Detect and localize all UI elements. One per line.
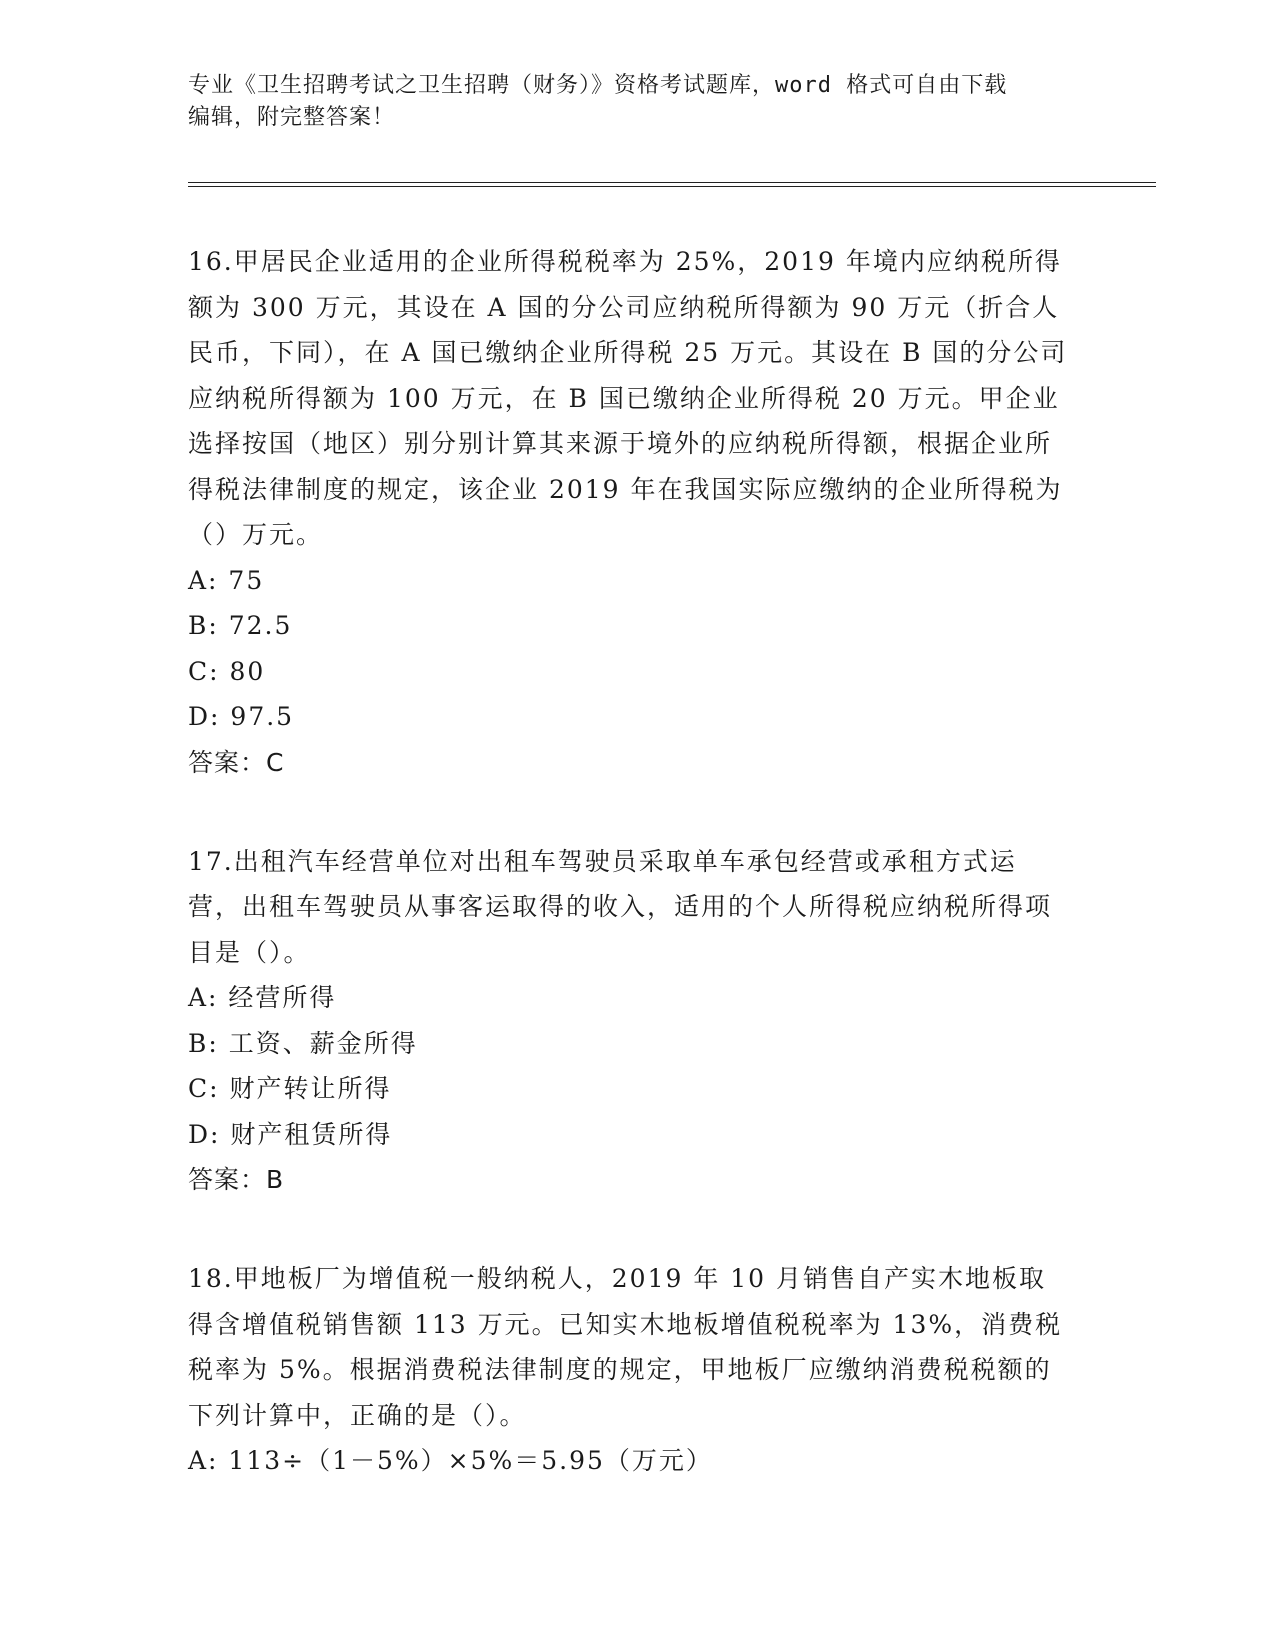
question-stem: 18.甲地板厂为增值税一般纳税人，2019 年 10 月销售自产实木地板取得含增值税销售额 113 万元。已知实木地板增值税税率为 13%，消费税税率为 5%。根据消费税法律制度的规定，甲地板厂应缴纳消费税税额的下列计算中，正确的是（）。 — [188, 1264, 1063, 1430]
header-divider — [188, 182, 1156, 187]
question-18 — [188, 1256, 1148, 1484]
option-b: B: 72.5 — [188, 611, 293, 640]
document-header — [188, 70, 1088, 134]
option-a: A: 113÷（1－5%）×5%＝5.95（万元） — [188, 1446, 713, 1475]
option-a: A: 经营所得 — [188, 983, 337, 1012]
question-17 — [188, 839, 1148, 1203]
header-line-1: 专业《卫生招聘考试之卫生招聘（财务）》资格考试题库，word 格式可自由下载 — [188, 73, 1008, 98]
option-c: C: 财产转让所得 — [188, 1074, 392, 1103]
option-b: B: 工资、薪金所得 — [188, 1028, 418, 1058]
option-c: C: 80 — [188, 656, 266, 686]
option-d: D: 97.5 — [188, 702, 295, 731]
answer-label: 答案：C — [188, 747, 285, 777]
document-page — [188, 70, 1148, 1484]
header-line-2: 编辑，附完整答案！ — [188, 105, 396, 130]
option-d: D: 财产租赁所得 — [188, 1119, 393, 1149]
question-stem: 16.甲居民企业适用的企业所得税税率为 25%，2019 年境内应纳税所得额为 300 万元，其设在 A 国的分公司应纳税所得额为 90 万元（折合人民币，下同），在 A 国已缴纳企业所得税 25 万元。其设在 B 国的分公司应纳税所得额为 100 万元，在 B 国已缴纳企业所得税 20 万元。甲企业选择按国（地区）别分别计算其来源于境外的应纳税所得额，根据企业所得税法律制度的规定，该企业 2019 年在我国实际应缴纳的企业所得税为（）万元。 — [188, 247, 1068, 549]
question-16 — [188, 239, 1148, 785]
option-a: A: 75 — [188, 565, 265, 595]
question-stem: 17.出租汽车经营单位对出租车驾驶员采取单车承包经营或承租方式运营，出租车驾驶员从事客运取得的收入，适用的个人所得税应纳税所得项目是（）。 — [188, 846, 1053, 967]
answer-label: 答案：B — [188, 1165, 285, 1194]
